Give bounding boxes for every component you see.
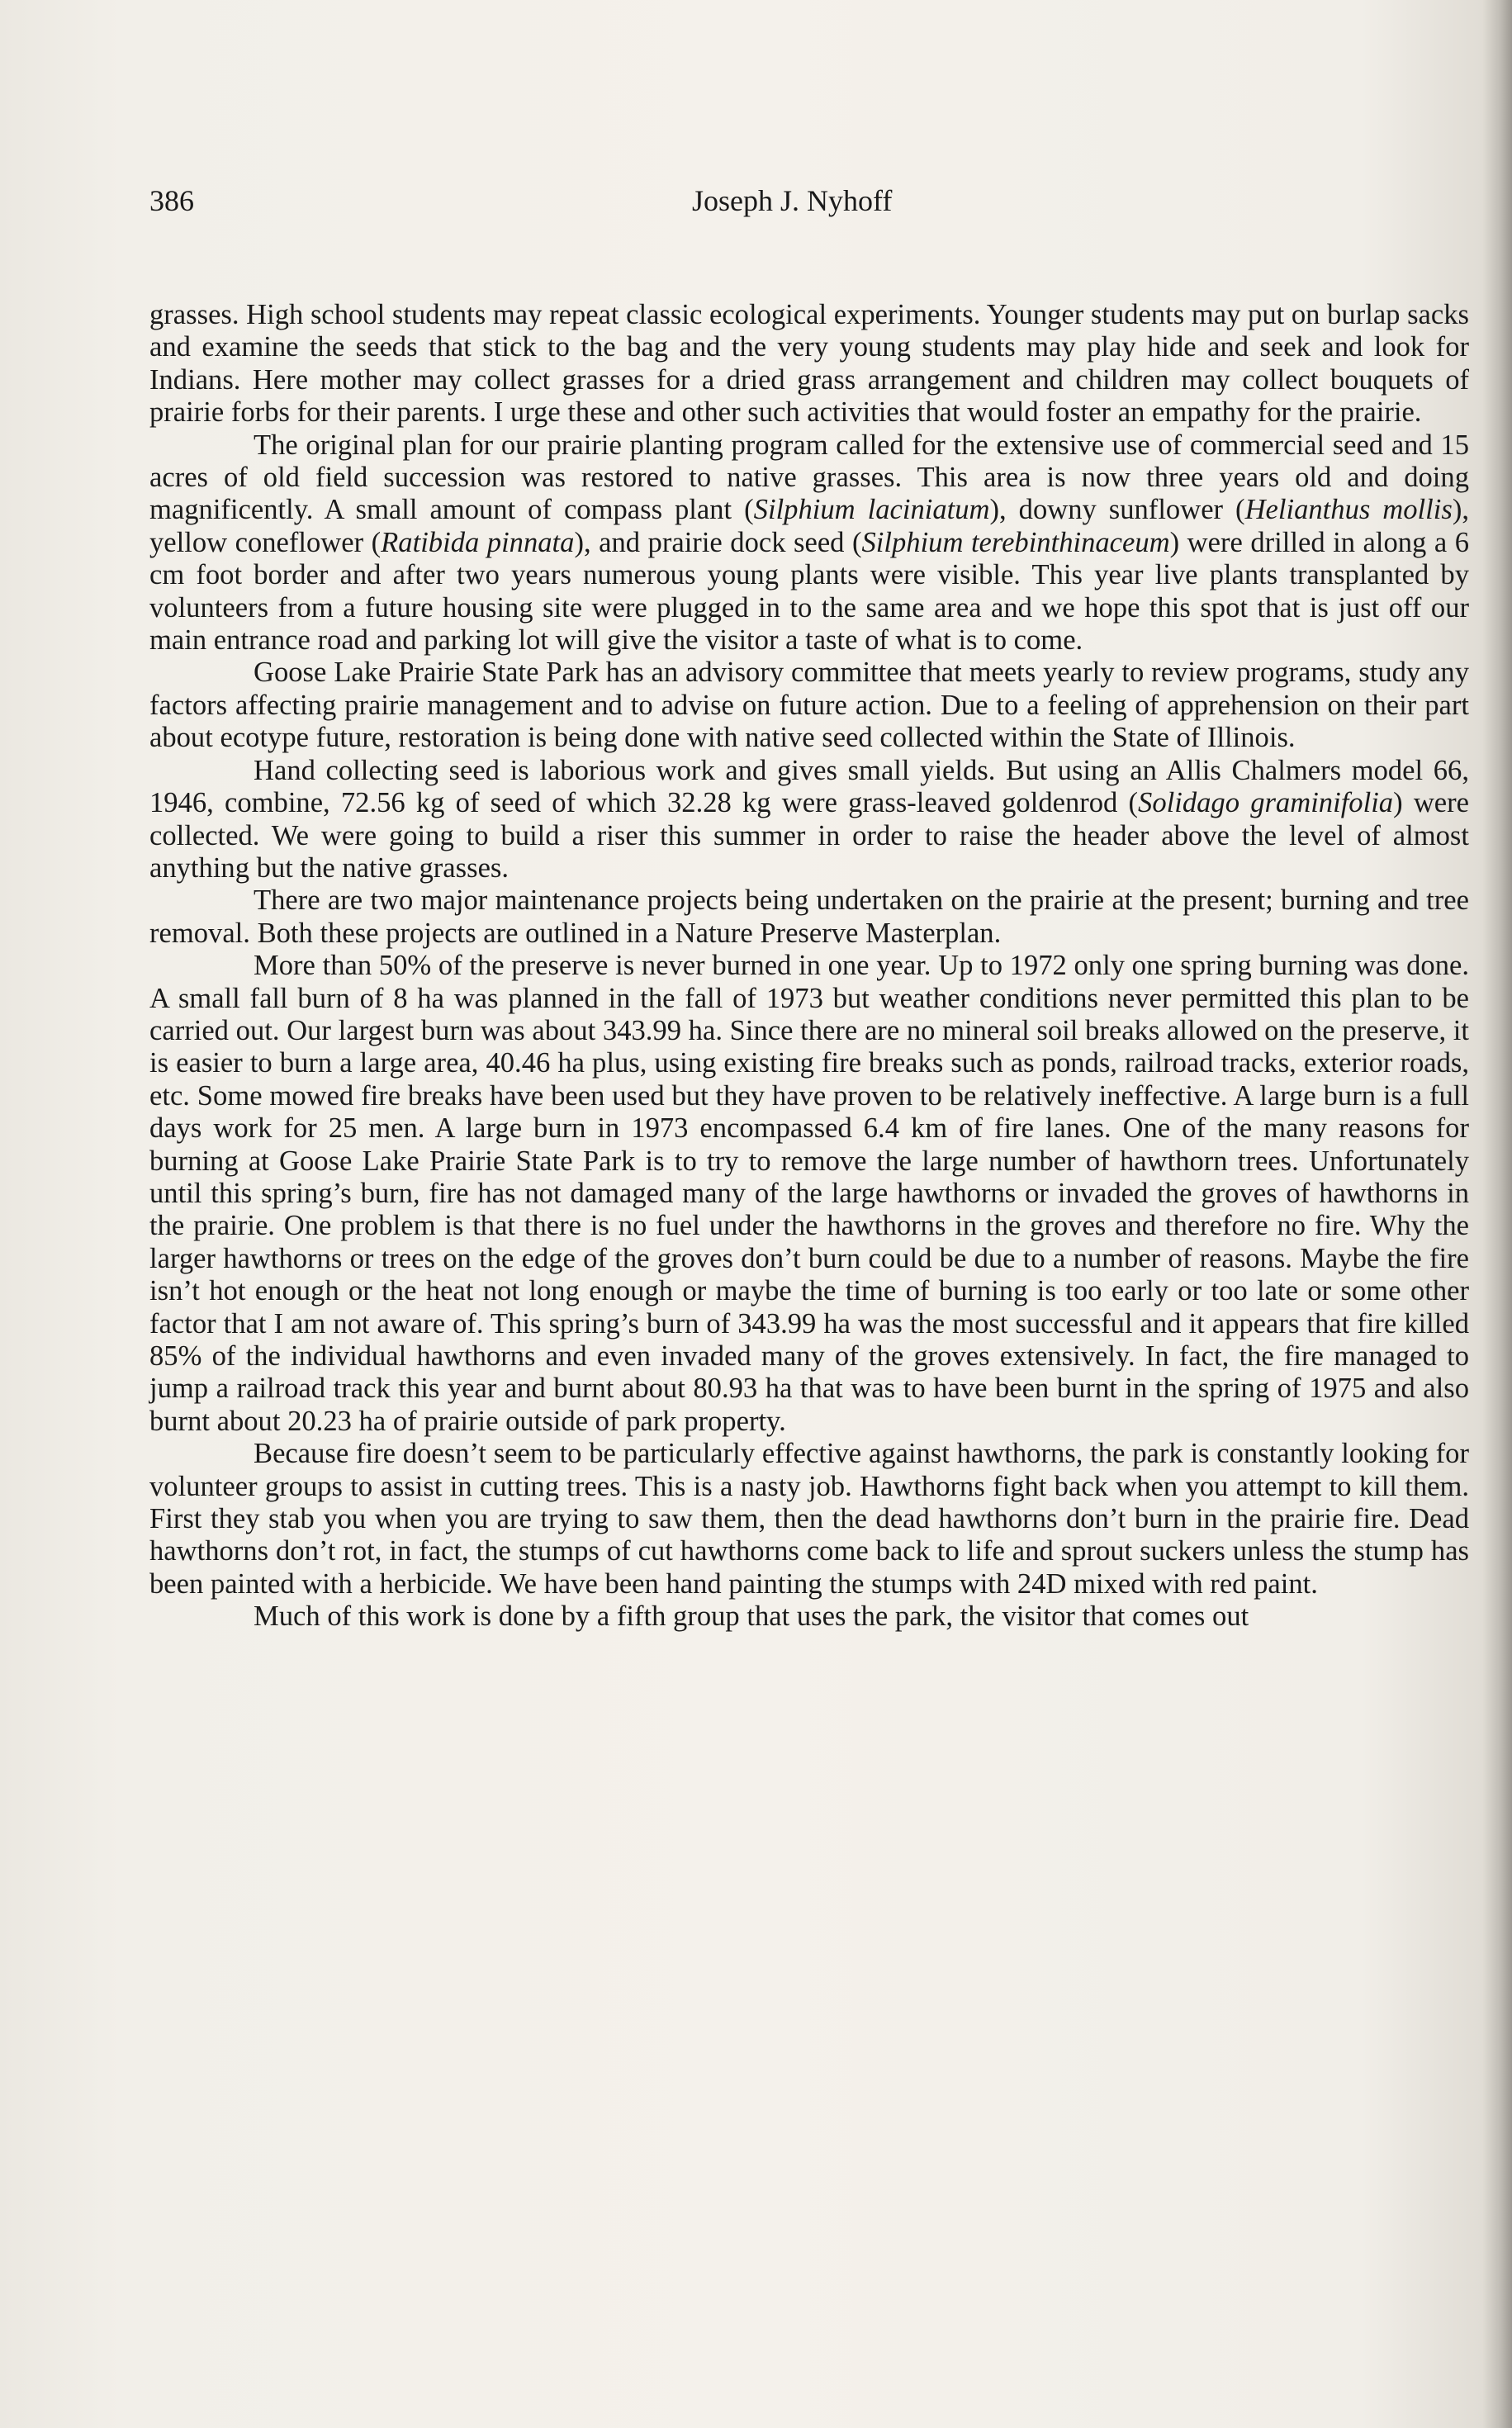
italic-species-name: Solidago graminifolia — [1138, 787, 1394, 819]
italic-species-name: Ratibida pinnata — [381, 526, 575, 558]
page-number: 386 — [149, 184, 194, 217]
text-run: Much of this work is done by a fifth group that uses the park, the visitor that comes out — [254, 1600, 1249, 1633]
text-run: There are two major maintenance projects being undertaken on the prairie at the present; burning and tree removal. Both these projects are outlined in a Nature Preserve Masterplan. — [149, 884, 1469, 949]
paragraph — [149, 429, 1469, 657]
text-run: Because fire doesn’t seem to be particularly effective against hawthorns, the park is constantly looking for volunteer groups to assist in cutting trees. This is a nasty job. Hawthorns fight back when you attempt to kill them. First they stab you when you are trying to saw them, then the dead hawthorns don’t burn in the prairie fire. Dead hawthorns don’t rot, in fact, the stumps of cut hawthorns come back to life and sprout suckers unless the stump has been painted with a herbicide. We have been hand painting the stumps with 24D mixed with red paint. — [149, 1438, 1469, 1600]
italic-species-name: Silphium terebinthinaceum — [861, 526, 1170, 558]
paragraph — [149, 1438, 1469, 1600]
text-run: Goose Lake Prairie State Park has an advisory committee that meets yearly to review programs, study any factors affecting prairie management and to advise on future action. Due to a feeling of apprehension on their part about ecotype future, restoration is being done with native seed collected within the State of Illinois. — [149, 657, 1469, 754]
page-header — [149, 183, 1471, 225]
paragraph — [149, 755, 1469, 885]
body-text — [149, 299, 1469, 1634]
paragraph — [149, 950, 1469, 1438]
text-run: ), downy sunflower ( — [989, 494, 1245, 526]
text-run: Hand collecting seed is laborious work and gives small yields. But using an Allis Chalmers model 66, 1946, combine, 72.56 kg of seed of which 32.28 kg were grass-leaved goldenrod ( — [149, 754, 1469, 819]
text-run: The original plan for our prairie planting program called for the extensive use of commercial seed and 15 acres of old field succession was restored to native grasses. This area is now three years old and doing magnificently. A small amount of compass plant ( — [149, 429, 1469, 526]
page-gutter-shadow — [1482, 0, 1512, 2428]
running-head-author: Joseph J. Nyhoff — [692, 184, 893, 217]
text-run: More than 50% of the preserve is never burned in one year. Up to 1972 only one spring burning was done. A small fall burn of 8 ha was planned in the fall of 1973 but weather conditions never permitted this plan to be carried out. Our largest burn was about 343.99 ha. Since there are no mineral soil breaks allowed on the preserve, it is easier to burn a large area, 40.46 ha plus, using existing fire breaks such as ponds, railroad tracks, exterior roads, etc. Some mowed fire breaks have been used but they have proven to be relatively ineffective. A large burn is a full days work for 25 men. A large burn in 1973 encompassed 6.4 km of fire lanes. One of the many reasons for burning at Goose Lake Prairie State Park is to try to remove the large number of hawthorn trees. Unfortunately until this spring’s burn, fire has not damaged many of the large hawthorns or invaded the groves of hawthorns in the prairie. One problem is that there is no fuel under the hawthorns in the groves and therefore no fire. Why the larger hawthorns or trees on the edge of the groves don’t burn could be due to a number of reasons. Maybe the fire isn’t hot enough or the heat not long enough or maybe the time of burning is too early or too late or some other factor that I am not aware of. This spring’s burn of 343.99 ha was the most successful and it appears that fire killed 85% of the individual hawthorns and even invaded many of the groves extensively. In fact, the fire managed to jump a railroad track this year and burnt about 80.93 ha that was to have been burnt in the spring of 1975 and also burnt about 20.23 ha of prairie outside of park property. — [149, 950, 1469, 1437]
text-run: ) were drilled in along a 6 cm foot border and after two years numerous young plants were visible. This year live plants transplanted by volunteers from a future housing site were plugged in to the same area and we hope this spot that is just off our main entrance road and parking lot will give the visitor a taste of what is to come. — [149, 526, 1469, 657]
paragraph — [149, 1600, 1469, 1633]
italic-species-name: Helianthus mollis — [1244, 494, 1453, 526]
text-run: ) were collected. We were going to build a riser this summer in order to raise the header above the level of almost anything but the native grasses. — [149, 787, 1469, 884]
text-run: ), and prairie dock seed ( — [574, 526, 862, 558]
text-run: ), yellow coneflower ( — [149, 494, 1470, 558]
paragraph — [149, 884, 1469, 950]
italic-species-name: Silphium laciniatum — [753, 494, 990, 526]
paragraph — [149, 299, 1469, 429]
text-run: grasses. High school students may repeat classic ecological experiments. Younger students may put on burlap sacks and examine the seeds that stick to the bag and the very young students may play hide and seek and look for Indians. Here mother may collect grasses for a dried grass arrangement and children may collect bouquets of prairie forbs for their parents. I urge these and other such activities that would foster an empathy for the prairie. — [149, 299, 1469, 429]
paragraph — [149, 657, 1469, 754]
